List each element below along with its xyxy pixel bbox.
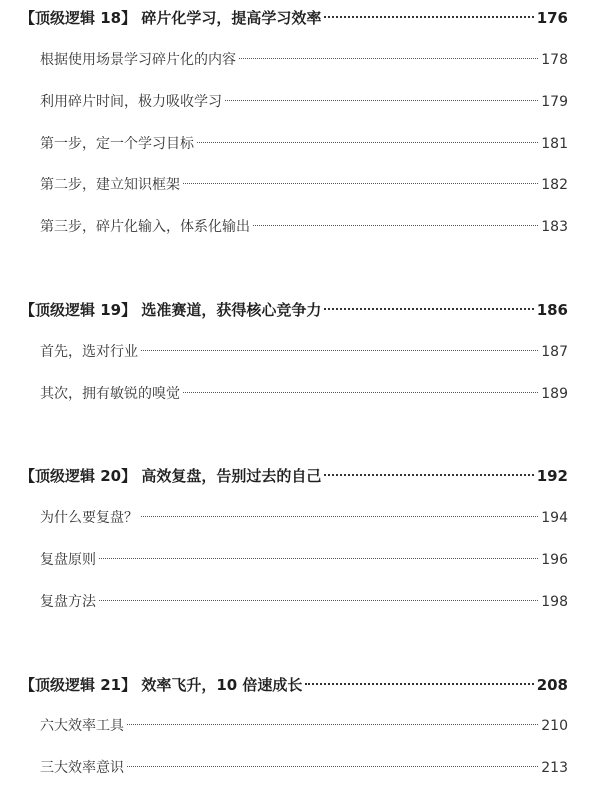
dot-leader [305, 683, 533, 685]
dot-leader [127, 766, 538, 767]
toc-section-row[interactable] [40, 215, 568, 239]
dot-leader [197, 142, 538, 143]
section-title: 根据使用场景学习碎片化的内容 [40, 52, 236, 68]
dot-leader [183, 392, 538, 393]
dot-leader [225, 100, 538, 101]
dot-leader [141, 350, 538, 351]
section-title: 利用碎片时间，极力吸收学习 [40, 94, 222, 110]
page-number: 178 [541, 52, 568, 68]
dot-leader [253, 225, 538, 226]
page-number: 179 [541, 94, 568, 110]
dot-leader [324, 16, 533, 18]
section-title: 第二步，建立知识框架 [40, 177, 180, 193]
page-number: 194 [541, 510, 568, 526]
section-title: 其次，拥有敏锐的嗅觉 [40, 386, 180, 402]
page-number: 181 [541, 136, 568, 152]
toc-section-row[interactable] [40, 173, 568, 197]
section-title: 第一步，定一个学习目标 [40, 136, 194, 152]
chapter-title: 【顶级逻辑 21】 效率飞升，10 倍速成长 [20, 676, 303, 694]
section-title: 三大效率意识 [40, 760, 124, 776]
toc-chapter-row[interactable] [20, 6, 568, 30]
page-number: 198 [541, 594, 568, 610]
dot-leader [99, 558, 538, 559]
page-number: 189 [541, 386, 568, 402]
page-number: 192 [536, 467, 568, 485]
page-number: 186 [536, 301, 568, 319]
toc-chapter-row[interactable] [20, 673, 568, 697]
section-title: 六大效率工具 [40, 718, 124, 734]
section-title: 第三步，碎片化输入，体系化输出 [40, 219, 250, 235]
toc-section-row[interactable] [40, 340, 568, 364]
page-number: 208 [536, 676, 568, 694]
page-number: 182 [541, 177, 568, 193]
section-title: 为什么要复盘？ [40, 510, 138, 526]
dot-leader [141, 516, 538, 517]
dot-leader [324, 308, 533, 310]
toc-chapter-row[interactable] [20, 298, 568, 322]
toc-section-row[interactable] [40, 506, 568, 530]
section-title: 复盘方法 [40, 594, 96, 610]
dot-leader [324, 474, 533, 476]
toc-section-row[interactable] [40, 590, 568, 614]
toc-chapter-row[interactable] [20, 464, 568, 488]
page-number: 213 [541, 760, 568, 776]
toc-section-row[interactable] [40, 382, 568, 406]
chapter-title: 【顶级逻辑 19】 选准赛道，获得核心竞争力 [20, 301, 322, 319]
page-number: 187 [541, 344, 568, 360]
toc-section-row[interactable] [40, 548, 568, 572]
chapter-title: 【顶级逻辑 18】 碎片化学习，提高学习效率 [20, 9, 322, 27]
toc-section-row[interactable] [40, 714, 568, 738]
page-number: 210 [541, 718, 568, 734]
section-title: 首先，选对行业 [40, 344, 138, 360]
toc-section-row[interactable] [40, 90, 568, 114]
page-number: 176 [536, 9, 568, 27]
toc-section-row[interactable] [40, 48, 568, 72]
dot-leader [127, 724, 538, 725]
dot-leader [239, 58, 538, 59]
page-number: 183 [541, 219, 568, 235]
dot-leader [183, 183, 538, 184]
section-title: 复盘原则 [40, 552, 96, 568]
dot-leader [99, 600, 538, 601]
toc-section-row[interactable] [40, 756, 568, 780]
chapter-title: 【顶级逻辑 20】 高效复盘，告别过去的自己 [20, 467, 322, 485]
toc-section-row[interactable] [40, 132, 568, 156]
page-number: 196 [541, 552, 568, 568]
